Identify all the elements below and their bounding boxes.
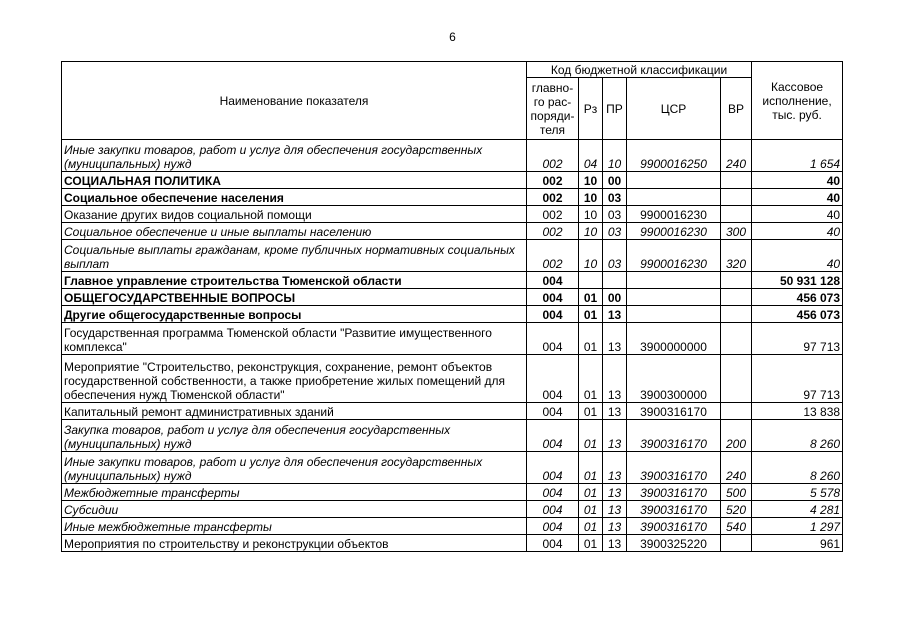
row-rz: 10 [579,206,603,223]
row-vr [721,206,752,223]
row-csr [627,272,721,289]
row-rz: 10 [579,189,603,206]
header-name: Наименование показателя [62,62,527,140]
row-pr: 00 [603,289,627,306]
row-vr [721,189,752,206]
row-vr [721,403,752,420]
row-glavn: 002 [527,140,579,172]
row-glavn: 004 [527,272,579,289]
row-pr: 13 [603,501,627,518]
table-row [62,403,843,420]
row-pr: 13 [603,403,627,420]
row-amount: 8 260 [752,420,843,452]
header-glavn: главно-го рас-поряди-теля [527,78,579,140]
row-name: Межбюджетные трансферты [62,484,527,501]
row-rz [579,272,603,289]
row-name: Закупка товаров, работ и услуг для обеспечения государственных (муниципальных) нужд [62,420,527,452]
row-csr: 9900016230 [627,240,721,272]
row-name: Иные закупки товаров, работ и услуг для обеспечения государственных (муниципальных) нужд [62,452,527,484]
row-vr: 520 [721,501,752,518]
row-rz: 01 [579,306,603,323]
row-name: Иные межбюджетные трансферты [62,518,527,535]
row-pr: 13 [603,535,627,552]
row-name: Социальные выплаты гражданам, кроме публичных нормативных социальных выплат [62,240,527,272]
row-name: ОБЩЕГОСУДАРСТВЕННЫЕ ВОПРОСЫ [62,289,527,306]
row-amount: 40 [752,172,843,189]
table-row [62,518,843,535]
row-vr: 540 [721,518,752,535]
row-pr: 03 [603,206,627,223]
header-csr: ЦСР [627,78,721,140]
table-row [62,289,843,306]
table-row [62,484,843,501]
row-name: Оказание других видов социальной помощи [62,206,527,223]
row-pr: 00 [603,172,627,189]
row-name: Другие общегосударственные вопросы [62,306,527,323]
row-pr: 03 [603,223,627,240]
row-glavn: 004 [527,355,579,403]
table-row [62,272,843,289]
row-glavn: 004 [527,452,579,484]
budget-table [61,61,843,552]
row-csr: 9900016230 [627,206,721,223]
row-vr: 240 [721,452,752,484]
row-glavn: 004 [527,535,579,552]
row-amount: 456 073 [752,289,843,306]
row-vr: 500 [721,484,752,501]
row-glavn: 004 [527,403,579,420]
row-amount: 40 [752,240,843,272]
table-row [62,172,843,189]
row-glavn: 004 [527,484,579,501]
row-csr: 3900316170 [627,484,721,501]
row-name: Государственная программа Тюменской области "Развитие имущественного комплекса" [62,323,527,355]
row-name: Мероприятия по строительству и реконструкции объектов [62,535,527,552]
row-vr: 240 [721,140,752,172]
row-csr [627,306,721,323]
row-amount: 40 [752,189,843,206]
row-rz: 01 [579,289,603,306]
row-glavn: 002 [527,240,579,272]
row-pr: 03 [603,189,627,206]
row-glavn: 002 [527,223,579,240]
row-pr: 13 [603,420,627,452]
table-row [62,240,843,272]
row-glavn: 004 [527,289,579,306]
row-rz: 01 [579,420,603,452]
row-rz: 10 [579,223,603,240]
row-vr [721,289,752,306]
row-vr [721,323,752,355]
row-name: Социальное обеспечение и иные выплаты населению [62,223,527,240]
row-pr: 13 [603,484,627,501]
row-rz: 10 [579,240,603,272]
row-csr: 3900316170 [627,452,721,484]
row-name: Иные закупки товаров, работ и услуг для обеспечения государственных (муниципальных) нужд [62,140,527,172]
row-vr [721,306,752,323]
row-glavn: 004 [527,306,579,323]
row-amount: 97 713 [752,323,843,355]
header-rz: Рз [579,78,603,140]
row-csr [627,289,721,306]
row-name: Социальное обеспечение населения [62,189,527,206]
row-rz: 01 [579,501,603,518]
row-vr [721,355,752,403]
row-csr: 3900325220 [627,535,721,552]
row-amount: 5 578 [752,484,843,501]
table-row [62,223,843,240]
header-code-group: Код бюджетной классификации [527,62,752,78]
row-pr: 13 [603,355,627,403]
row-csr: 3900316170 [627,420,721,452]
page-number: 6 [449,30,456,44]
row-name: Субсидии [62,501,527,518]
row-amount: 961 [752,535,843,552]
row-glavn: 004 [527,420,579,452]
row-vr: 200 [721,420,752,452]
row-name: Мероприятие "Строительство, реконструкция, сохранение, ремонт объектов государственной собственности, а также приобретение жилых помещений для обеспечения нужд Тюменской области" [62,355,527,403]
row-csr: 3900316170 [627,403,721,420]
row-rz: 01 [579,484,603,501]
row-csr: 3900000000 [627,323,721,355]
row-pr: 13 [603,518,627,535]
row-csr: 3900316170 [627,518,721,535]
row-pr: 13 [603,306,627,323]
table-row [62,501,843,518]
header-pr: ПР [603,78,627,140]
row-pr: 10 [603,140,627,172]
row-amount: 456 073 [752,306,843,323]
row-rz: 01 [579,403,603,420]
row-csr [627,189,721,206]
row-name: Главное управление строительства Тюменской области [62,272,527,289]
row-amount: 40 [752,206,843,223]
table-row [62,323,843,355]
row-rz: 10 [579,172,603,189]
table-row [62,189,843,206]
row-amount: 4 281 [752,501,843,518]
row-pr: 13 [603,452,627,484]
row-rz: 01 [579,535,603,552]
row-glavn: 002 [527,172,579,189]
row-amount: 1 297 [752,518,843,535]
row-rz: 04 [579,140,603,172]
row-amount: 50 931 128 [752,272,843,289]
row-rz: 01 [579,452,603,484]
row-glavn: 004 [527,501,579,518]
row-name: СОЦИАЛЬНАЯ ПОЛИТИКА [62,172,527,189]
table-row [62,355,843,403]
row-glavn: 002 [527,189,579,206]
row-vr [721,172,752,189]
row-rz: 01 [579,355,603,403]
row-amount: 8 260 [752,452,843,484]
row-vr: 320 [721,240,752,272]
row-glavn: 004 [527,518,579,535]
row-pr: 13 [603,323,627,355]
row-amount: 40 [752,223,843,240]
row-csr [627,172,721,189]
row-name: Капитальный ремонт административных зданий [62,403,527,420]
row-glavn: 004 [527,323,579,355]
header-vr: ВР [721,78,752,140]
row-vr [721,535,752,552]
row-pr: 03 [603,240,627,272]
row-csr: 9900016230 [627,223,721,240]
row-rz: 01 [579,323,603,355]
table-row [62,306,843,323]
table-row [62,420,843,452]
table-row [62,452,843,484]
table-row [62,206,843,223]
row-glavn: 002 [527,206,579,223]
row-csr: 3900316170 [627,501,721,518]
row-csr: 3900300000 [627,355,721,403]
row-amount: 13 838 [752,403,843,420]
row-vr [721,272,752,289]
table-row [62,140,843,172]
table-row [62,535,843,552]
row-csr: 9900016250 [627,140,721,172]
row-amount: 1 654 [752,140,843,172]
row-amount: 97 713 [752,355,843,403]
row-vr: 300 [721,223,752,240]
row-rz: 01 [579,518,603,535]
row-pr [603,272,627,289]
header-amount: Кассовое исполнение, тыс. руб. [752,62,843,140]
